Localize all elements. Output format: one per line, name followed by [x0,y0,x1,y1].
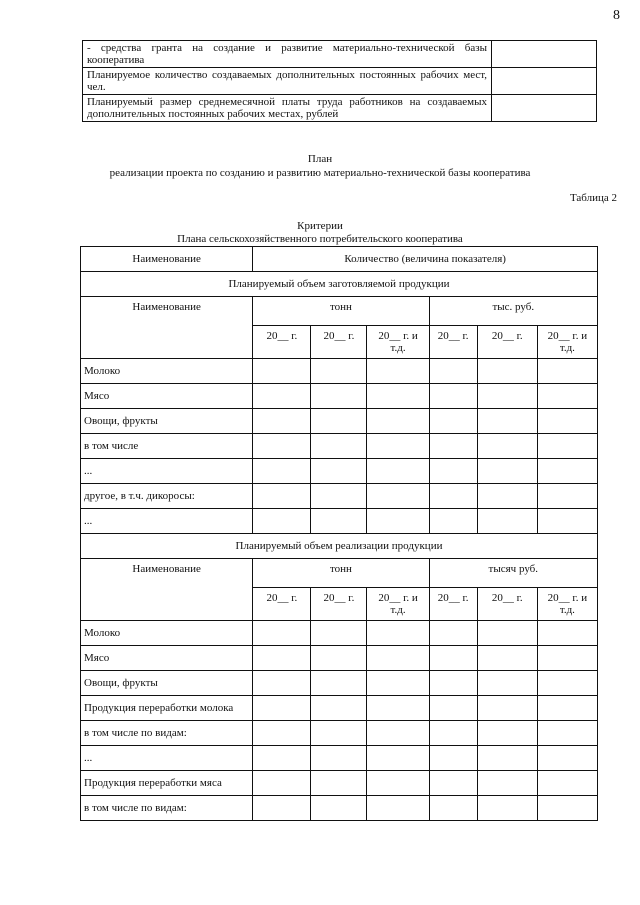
value-cell [253,459,311,484]
row-label: Молоко [81,621,253,646]
plan-title: План [307,153,333,165]
value-cell [429,384,477,409]
row-label: Молоко [81,359,253,384]
plan-subtitle: реализации проекта по созданию и развитию материально-технической базы кооператива [109,167,531,179]
value-cell [537,484,597,509]
year-header: 20__ г. [253,588,311,621]
value-cell [367,721,429,746]
value-cell [429,746,477,771]
value-cell [311,746,367,771]
column-header-quantity: Количество (величина показателя) [253,247,598,272]
value-cell [367,434,429,459]
table-row [81,359,598,384]
value-cell [253,721,311,746]
value-cell [253,434,311,459]
row-label: ... [81,746,253,771]
table-row [81,621,598,646]
value-cell [492,41,597,68]
row-label: Мясо [81,384,253,409]
value-cell [311,796,367,821]
value-cell [477,384,537,409]
value-cell [477,409,537,434]
page-number: 8 [613,8,620,23]
value-cell [537,696,597,721]
value-cell [253,384,311,409]
table-row [83,41,597,68]
value-cell [253,671,311,696]
value-cell [429,621,477,646]
value-cell [253,796,311,821]
row-label: в том числе по видам: [81,721,253,746]
year-header: 20__ г. и т.д. [537,326,597,359]
value-cell [367,771,429,796]
value-cell [477,671,537,696]
value-cell [429,771,477,796]
unit-header-row [81,297,598,326]
year-header: 20__ г. и т.д. [367,326,429,359]
name-header: Наименование [81,297,253,359]
table-row [83,95,597,122]
table-row [81,409,598,434]
grant-funds-cell: - средства гранта на создание и развитие материально-технической базы кооператива [83,41,492,68]
value-cell [311,509,367,534]
value-cell [492,95,597,122]
value-cell [311,384,367,409]
unit-thousand-rub: тысяч руб. [429,559,597,588]
table-row [81,671,598,696]
section-title-sales: Планируемый объем реализации продукции [81,534,598,559]
value-cell [253,409,311,434]
value-cell [311,434,367,459]
value-cell [253,359,311,384]
criteria-title: Критерии [297,220,343,232]
value-cell [311,484,367,509]
year-header: 20__ г. и т.д. [537,588,597,621]
value-cell [367,384,429,409]
value-cell [311,621,367,646]
value-cell [537,646,597,671]
value-cell [477,434,537,459]
section-title-row [81,272,598,297]
value-cell [253,771,311,796]
section-title-row [81,534,598,559]
value-cell [429,459,477,484]
table-row [83,68,597,95]
value-cell [429,359,477,384]
value-cell [253,746,311,771]
criteria-table [80,246,598,821]
value-cell [253,696,311,721]
value-cell [537,434,597,459]
row-label: Мясо [81,646,253,671]
value-cell [253,646,311,671]
value-cell [477,484,537,509]
planned-salary-cell: Планируемый размер среднемесячной платы труда работников на создаваемых дополнительных постоянных рабочих местах, рублей [83,95,492,122]
row-label: Продукция переработки мяса [81,771,253,796]
row-label: другое, в т.ч. дикоросы: [81,484,253,509]
table-row [81,459,598,484]
value-cell [429,409,477,434]
value-cell [537,384,597,409]
table-label: Таблица 2 [569,192,617,204]
value-cell [537,621,597,646]
table-header-row [81,247,598,272]
value-cell [311,409,367,434]
table-row [81,721,598,746]
table-row [81,696,598,721]
value-cell [367,359,429,384]
value-cell [367,696,429,721]
value-cell [429,434,477,459]
value-cell [367,509,429,534]
value-cell [537,509,597,534]
value-cell [311,696,367,721]
value-cell [477,696,537,721]
value-cell [367,646,429,671]
value-cell [429,696,477,721]
value-cell [253,509,311,534]
row-label: в том числе [81,434,253,459]
table-row [81,434,598,459]
year-header: 20__ г. [429,326,477,359]
value-cell [537,746,597,771]
value-cell [367,484,429,509]
value-cell [429,509,477,534]
value-cell [367,746,429,771]
value-cell [477,621,537,646]
value-cell [537,409,597,434]
planned-jobs-cell: Планируемое количество создаваемых дополнительных постоянных рабочих мест, чел. [83,68,492,95]
value-cell [537,796,597,821]
value-cell [429,721,477,746]
value-cell [311,721,367,746]
table-row [81,771,598,796]
value-cell [367,671,429,696]
name-header: Наименование [81,559,253,621]
value-cell [492,68,597,95]
year-header: 20__ г. [253,326,311,359]
row-label: Овощи, фрукты [81,671,253,696]
table-row [81,796,598,821]
year-header: 20__ г. и т.д. [367,588,429,621]
value-cell [477,746,537,771]
column-header-name: Наименование [81,247,253,272]
year-header: 20__ г. [477,588,537,621]
table-row [81,484,598,509]
value-cell [477,509,537,534]
unit-tons: тонн [253,297,429,326]
value-cell [477,771,537,796]
row-label: ... [81,459,253,484]
section-title-procurement: Планируемый объем заготовляемой продукции [81,272,598,297]
value-cell [367,621,429,646]
value-cell [429,484,477,509]
value-cell [253,621,311,646]
value-cell [367,459,429,484]
unit-tons: тонн [253,559,429,588]
value-cell [429,646,477,671]
value-cell [477,646,537,671]
year-header: 20__ г. [429,588,477,621]
value-cell [537,359,597,384]
year-header: 20__ г. [311,588,367,621]
value-cell [367,409,429,434]
value-cell [311,646,367,671]
value-cell [477,796,537,821]
year-header: 20__ г. [477,326,537,359]
table-row [81,509,598,534]
table-row [81,746,598,771]
value-cell [537,671,597,696]
value-cell [429,671,477,696]
value-cell [477,459,537,484]
value-cell [253,484,311,509]
row-label: Овощи, фрукты [81,409,253,434]
value-cell [367,796,429,821]
year-header: 20__ г. [311,326,367,359]
table-row [81,384,598,409]
row-label: Продукция переработки молока [81,696,253,721]
value-cell [477,359,537,384]
value-cell [537,771,597,796]
value-cell [429,796,477,821]
row-label: в том числе по видам: [81,796,253,821]
table-row [81,646,598,671]
value-cell [311,359,367,384]
unit-header-row [81,559,598,588]
row-label: ... [81,509,253,534]
summary-table [82,40,597,122]
value-cell [537,459,597,484]
value-cell [311,459,367,484]
value-cell [311,671,367,696]
value-cell [537,721,597,746]
unit-thousand-rub: тыс. руб. [429,297,597,326]
value-cell [311,771,367,796]
value-cell [477,721,537,746]
criteria-subtitle: Плана сельскохозяйственного потребительского кооператива [177,233,463,245]
